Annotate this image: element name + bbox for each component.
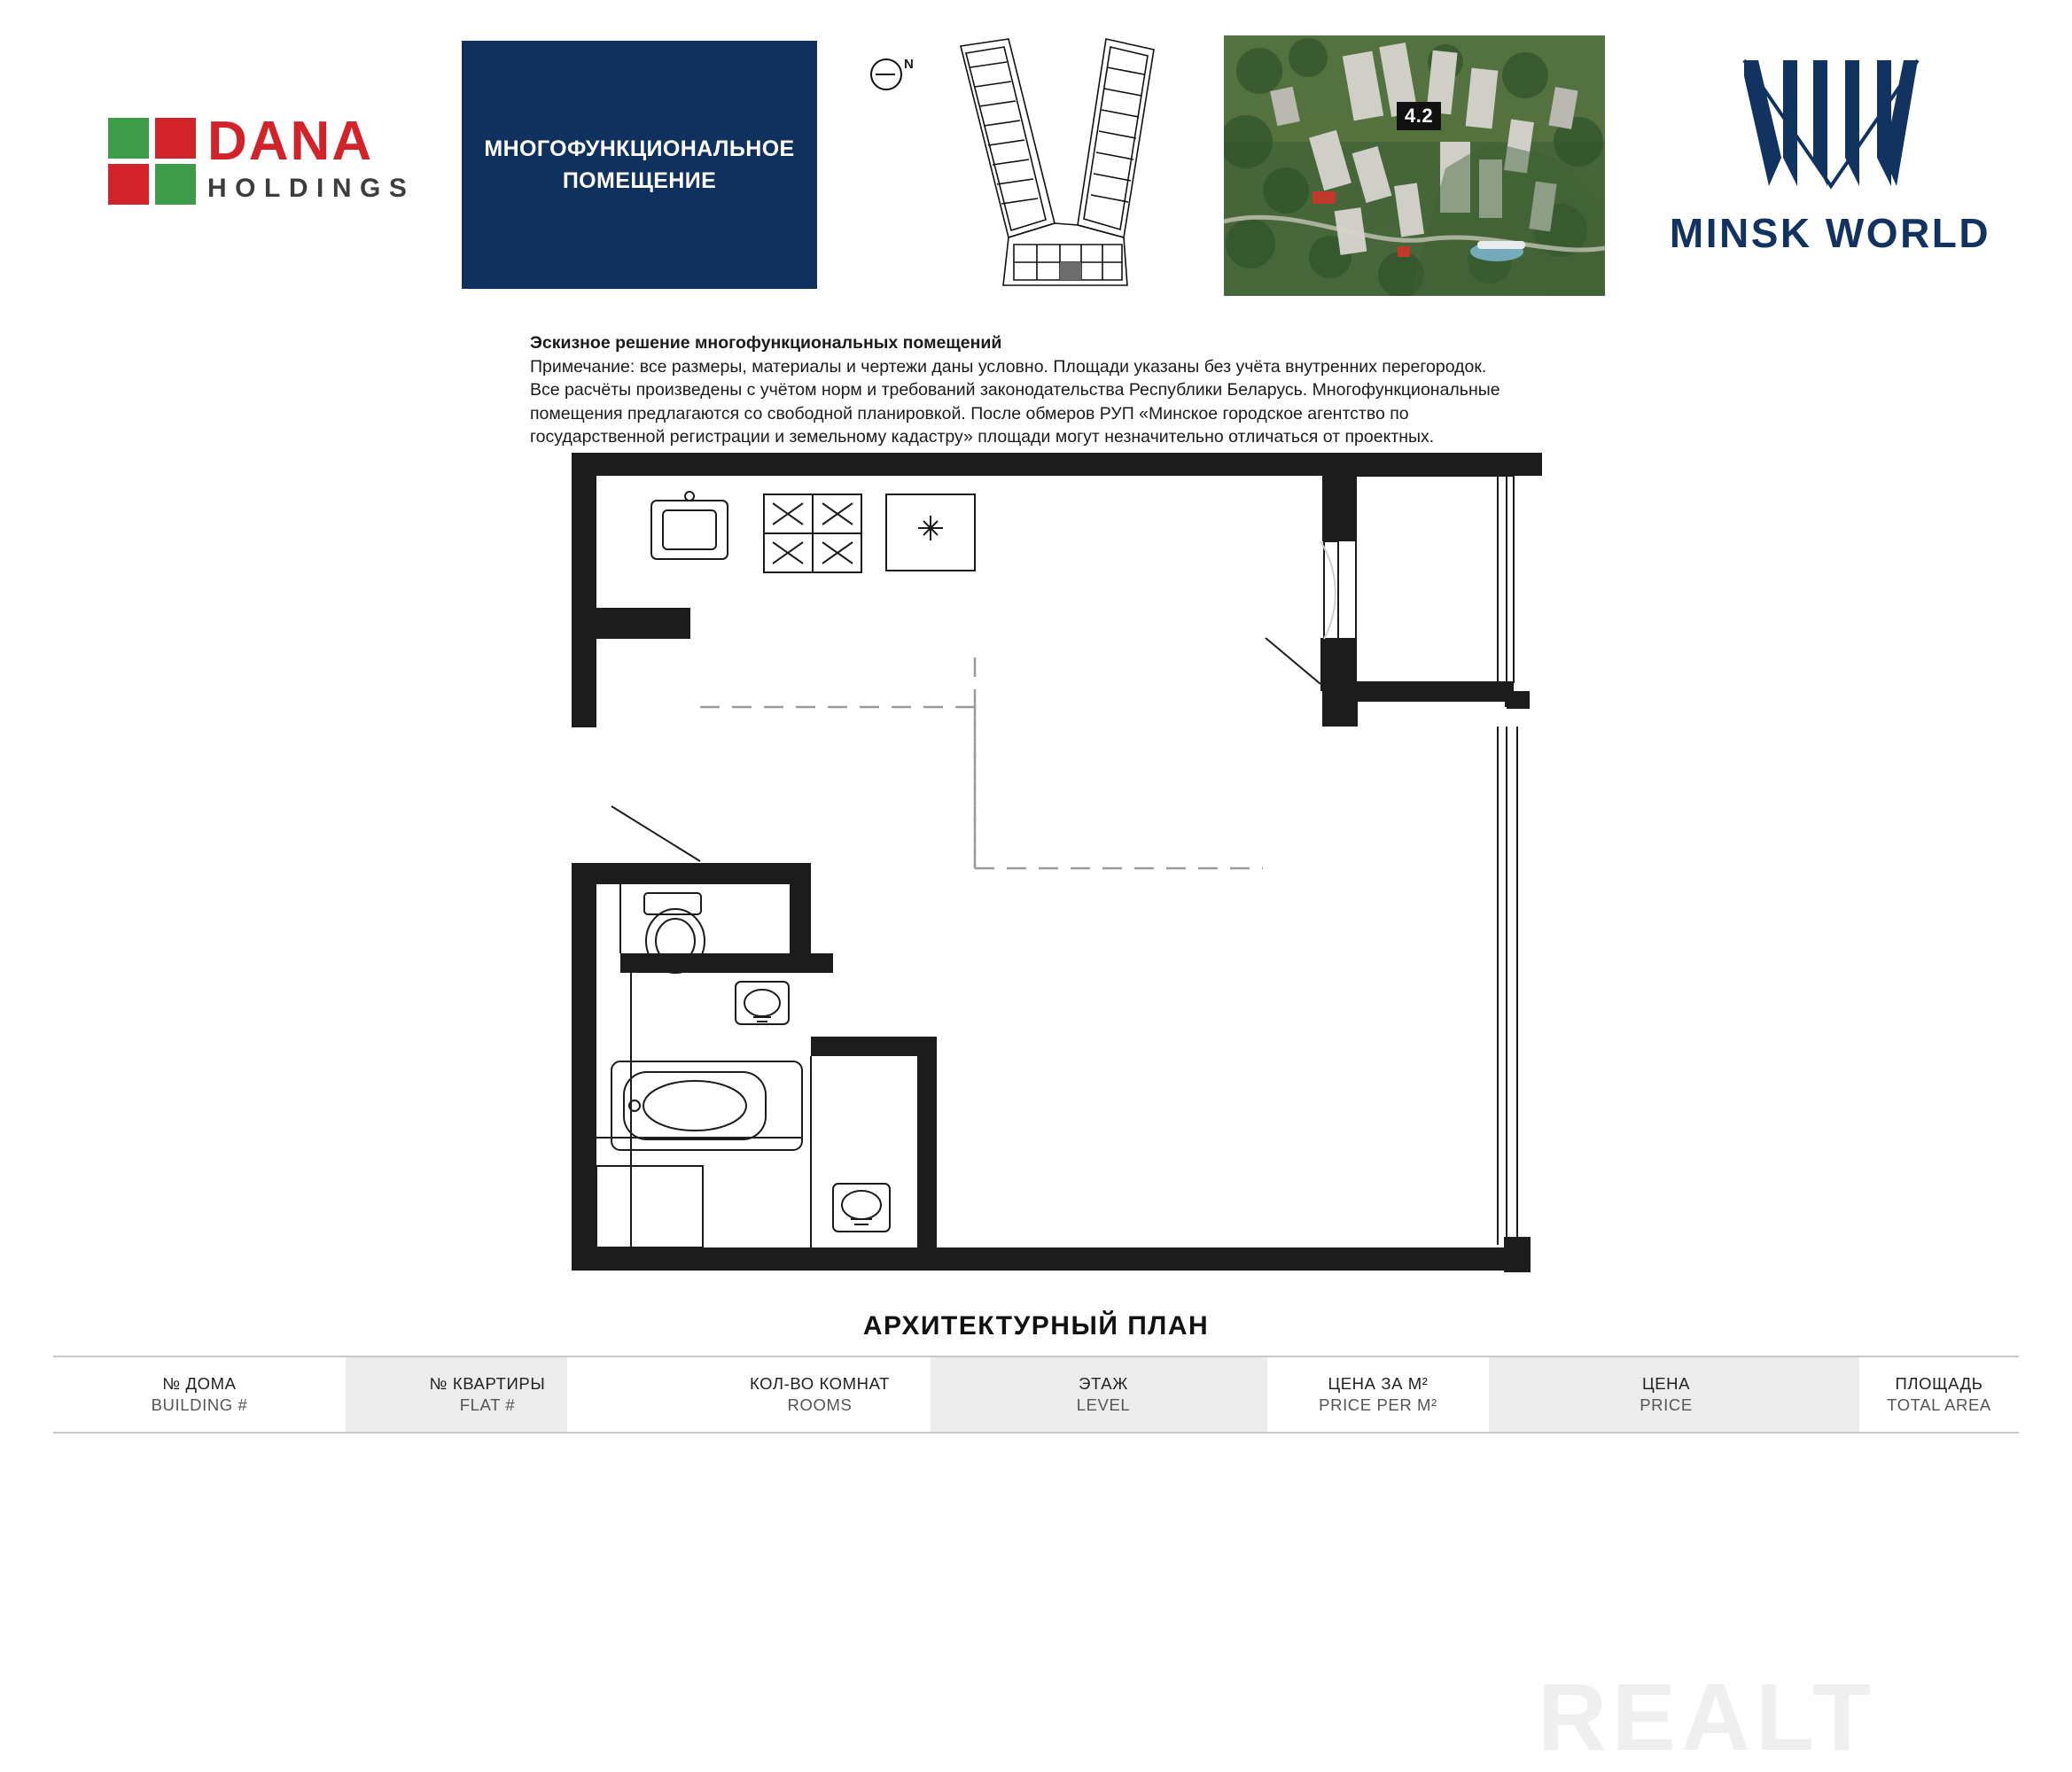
footer-label-en: PRICE PER M² <box>1319 1395 1437 1414</box>
note-line-5: государственной регистрации и земельному кадастру» площади могут незначительно отличаться от проектных. <box>530 427 1435 447</box>
footer-label-ru: ЭТАЖ <box>1079 1374 1128 1393</box>
footer-label-ru: ЦЕНА ЗА М² <box>1328 1374 1429 1393</box>
footer-cell <box>1859 1357 2019 1432</box>
title-block <box>462 41 817 289</box>
footer-value-price-per-m2[interactable] <box>1489 1357 1595 1432</box>
note-line-4: помещения предлагаются со свободной планировкой. После обмеров РУП «Минское городское агентство по <box>530 403 1409 424</box>
aerial-render-image <box>1224 35 1605 296</box>
note-line-1: Эскизное решение многофункциональных помещений <box>530 333 1002 353</box>
footer-value-building[interactable] <box>346 1357 408 1432</box>
footer-cell <box>1037 1357 1170 1432</box>
footer-value-level[interactable] <box>1170 1357 1267 1432</box>
footer-label-ru: № КВАРТИРЫ <box>429 1374 546 1393</box>
plan-caption: АРХИТЕКТУРНЫЙ ПЛАН <box>862 1311 1210 1341</box>
title-block-text <box>473 133 805 197</box>
footer-cell <box>1267 1357 1489 1432</box>
plan-thin-lines <box>596 476 1517 1247</box>
page-header <box>0 0 2072 306</box>
footer-label-ru: КОЛ-ВО КОМНАТ <box>749 1374 891 1393</box>
minsk-world-wordmark: MINSK WORLD <box>1669 210 1991 256</box>
footer-cell <box>408 1357 567 1432</box>
footer-value-rooms[interactable] <box>931 1357 1037 1432</box>
key-plan <box>851 35 1223 292</box>
dana-wordmark: DANA <box>207 111 374 172</box>
footer-value-price[interactable] <box>1737 1357 1859 1432</box>
dana-subtitle: HOLDINGS <box>207 174 416 203</box>
footer-label-en: FLAT # <box>459 1395 516 1414</box>
minsk-world-logo <box>1640 53 2021 275</box>
footer-cell <box>53 1357 346 1432</box>
title-line-2: ПОМЕЩЕНИЕ <box>562 168 717 193</box>
footer-cell <box>709 1357 931 1432</box>
key-plan-diagram <box>904 35 1223 292</box>
realt-watermark: REALT <box>1538 1663 1876 1770</box>
building-number-badge: 4.2 <box>1397 102 1441 130</box>
note-line-3: Все расчёты произведены с учётом норм и требований законодательства Республики Беларусь. Многофункциональные <box>530 380 1500 400</box>
bathroom-fixtures <box>596 893 890 1247</box>
mw-monogram-icon <box>1640 53 2021 208</box>
plan-dashed-zoning <box>700 656 1263 868</box>
footer-label-en: LEVEL <box>1076 1395 1131 1414</box>
dana-holdings-logo <box>108 113 436 211</box>
footer-label-en: BUILDING # <box>151 1395 248 1414</box>
footer-label-en: ROOMS <box>787 1395 853 1414</box>
footer-label-ru: ПЛОЩАДЬ <box>1895 1374 1983 1393</box>
footer-label-ru: № ДОМА <box>162 1374 237 1393</box>
kitchen-fixtures <box>651 492 975 572</box>
compass-north-label: N <box>904 57 914 72</box>
title-line-1: МНОГОФУНКЦИОНАЛЬНОЕ <box>484 136 795 161</box>
footer-cell <box>1595 1357 1737 1432</box>
dana-squares-icon <box>108 118 200 205</box>
footer-label-ru: ЦЕНА <box>1641 1374 1691 1393</box>
footer-label-en: PRICE <box>1640 1395 1693 1414</box>
floor-plan-drawing <box>0 425 2072 1329</box>
note-line-2: Примечание: все размеры, материалы и чертежи даны условно. Площади указаны без учёта внутренних перегородок. <box>530 356 1487 377</box>
aerial-render-svg <box>1224 35 1605 296</box>
footer-label-en: TOTAL AREA <box>1887 1395 1991 1414</box>
door-swings <box>1320 541 1336 639</box>
footer-value-flat[interactable] <box>567 1357 709 1432</box>
info-table <box>53 1356 2019 1434</box>
